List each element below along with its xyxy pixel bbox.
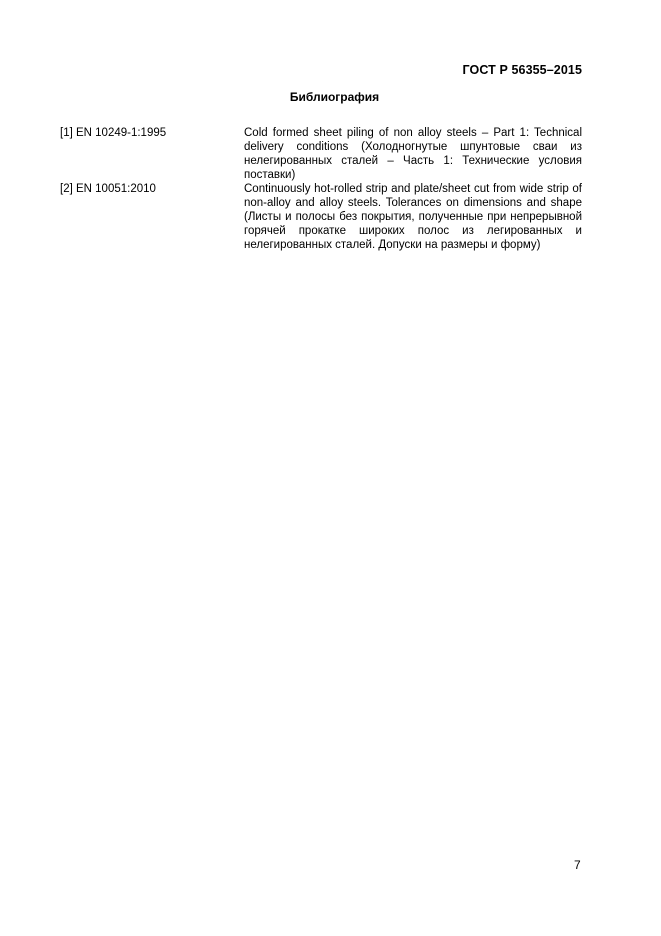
page-number: 7: [574, 858, 581, 872]
bibliography-ref: [2] EN 10051:2010: [60, 183, 156, 195]
bibliography-entry: [60, 126, 582, 182]
bibliography-entry: [60, 182, 582, 252]
bibliography-description: Continuously hot-rolled strip and plate/sheet cut from wide strip of non-alloy and alloy steels. Tolerances on dimensions and shape (Листы и полосы без покрытия, полученные при непрерывной горячей прокатке широких полос из легированных и нелегированных сталей. Допуски на размеры и форму): [244, 183, 582, 251]
standard-code-header: ГОСТ Р 56355–2015: [462, 63, 582, 77]
page-title: Библиография: [289, 90, 380, 104]
bibliography-list: [60, 126, 582, 252]
bibliography-description: Cold formed sheet piling of non alloy steels – Part 1: Technical delivery conditions (Холодногнутые шпунтовые сваи из нелегированных сталей – Часть 1: Технические условия поставки): [244, 127, 582, 181]
bibliography-ref: [1] EN 10249-1:1995: [60, 127, 167, 139]
